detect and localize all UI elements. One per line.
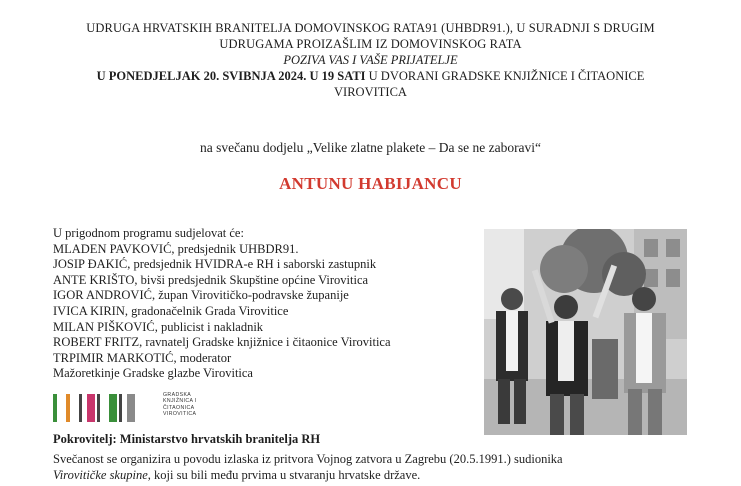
- footnote-line-2: [53, 467, 733, 483]
- event-date: U PONEDJELJAK 20. SVIBNJA 2024. U 19 SATI: [96, 69, 366, 83]
- program-list: [53, 226, 473, 382]
- logo-text-line: ČITAONICA: [163, 404, 195, 411]
- logo-text-line: GRADSKA: [163, 392, 192, 398]
- logo-bar: [97, 394, 100, 422]
- participant-item: MILAN PIŠKOVIĆ, publicist i nakladnik: [53, 319, 264, 334]
- logo-text-line: KNJIŽNICA I: [163, 398, 197, 405]
- award-recipient: ANTUNU HABIJANCU: [279, 174, 462, 193]
- footnote: [53, 451, 733, 483]
- photo-illustration: [484, 229, 687, 435]
- participant-item: TRPIMIR MARKOTIĆ, moderator: [53, 350, 232, 365]
- footnote-line-2-rest: , koji su bili među prvima u stvaranju hrvatske države.: [147, 468, 421, 482]
- event-venue-city: VIROVITICA: [334, 85, 407, 99]
- program-intro: U prigodnom programu sudjelovat će:: [53, 226, 244, 240]
- date-venue-line: [40, 68, 701, 84]
- invite-line: POZIVA VAS I VAŠE PRIJATELJE: [283, 53, 458, 67]
- logo-bar: [127, 394, 135, 422]
- participant-item: JOSIP ĐAKIĆ, predsjednik HVIDRA-e RH i saborski zastupnik: [53, 257, 377, 272]
- group-name: Virovitičke skupine: [53, 468, 148, 482]
- logo-text: [163, 392, 197, 418]
- logo-bars-icon: [53, 392, 158, 426]
- logo-bar: [109, 394, 117, 422]
- logo-bar: [87, 394, 95, 422]
- organizer-line-1: UDRUGA HRVATSKIH BRANITELJA DOMOVINSKOG RATA91 (UHBDR91.), U SURADNJI S DRUGIM: [86, 21, 655, 35]
- logo-bar: [119, 394, 122, 422]
- award-line: na svečanu dodjelu „Velike zlatne plakete – Da se ne zaboravi“: [199, 140, 542, 155]
- sponsor-line: Pokrovitelj: Ministarstvo hrvatskih branitelja RH: [53, 432, 321, 446]
- organizer-line-2: UDRUGAMA PROIZAŠLIM IZ DOMOVINSKOG RATA: [219, 37, 522, 51]
- logo-bar: [79, 394, 82, 422]
- participant-item: IVICA KIRIN, gradonačelnik Grada Virovitice: [53, 303, 289, 318]
- participant-item: Mažoretkinje Gradske glazbe Virovitica: [53, 366, 253, 381]
- participant-item: ANTE KRIŠTO, bivši predsjednik Skupštine općine Virovitica: [53, 272, 369, 287]
- historical-photo: [484, 229, 687, 435]
- invitation-header: [40, 20, 701, 100]
- library-logo: [53, 392, 213, 426]
- event-venue: U DVORANI GRADSKE KNJIŽNICE I ČITAONICE: [365, 69, 645, 83]
- logo-bar: [53, 394, 57, 422]
- participant-item: MLADEN PAVKOVIĆ, predsjednik UHBDR91.: [53, 241, 299, 256]
- participant-item: ROBERT FRITZ, ravnatelj Gradske knjižnice i čitaonice Virovitica: [53, 335, 391, 350]
- participant-item: IGOR ANDROVIĆ, župan Virovitičko-podravske županije: [53, 288, 349, 303]
- logo-bar: [66, 394, 70, 422]
- logo-text-line: VIROVITICA: [163, 411, 197, 418]
- footnote-line-1: Svečanost se organizira u povodu izlaska iz pritvora Vojnog zatvora u Zagrebu (20.5.1991.) sudionika: [53, 452, 563, 466]
